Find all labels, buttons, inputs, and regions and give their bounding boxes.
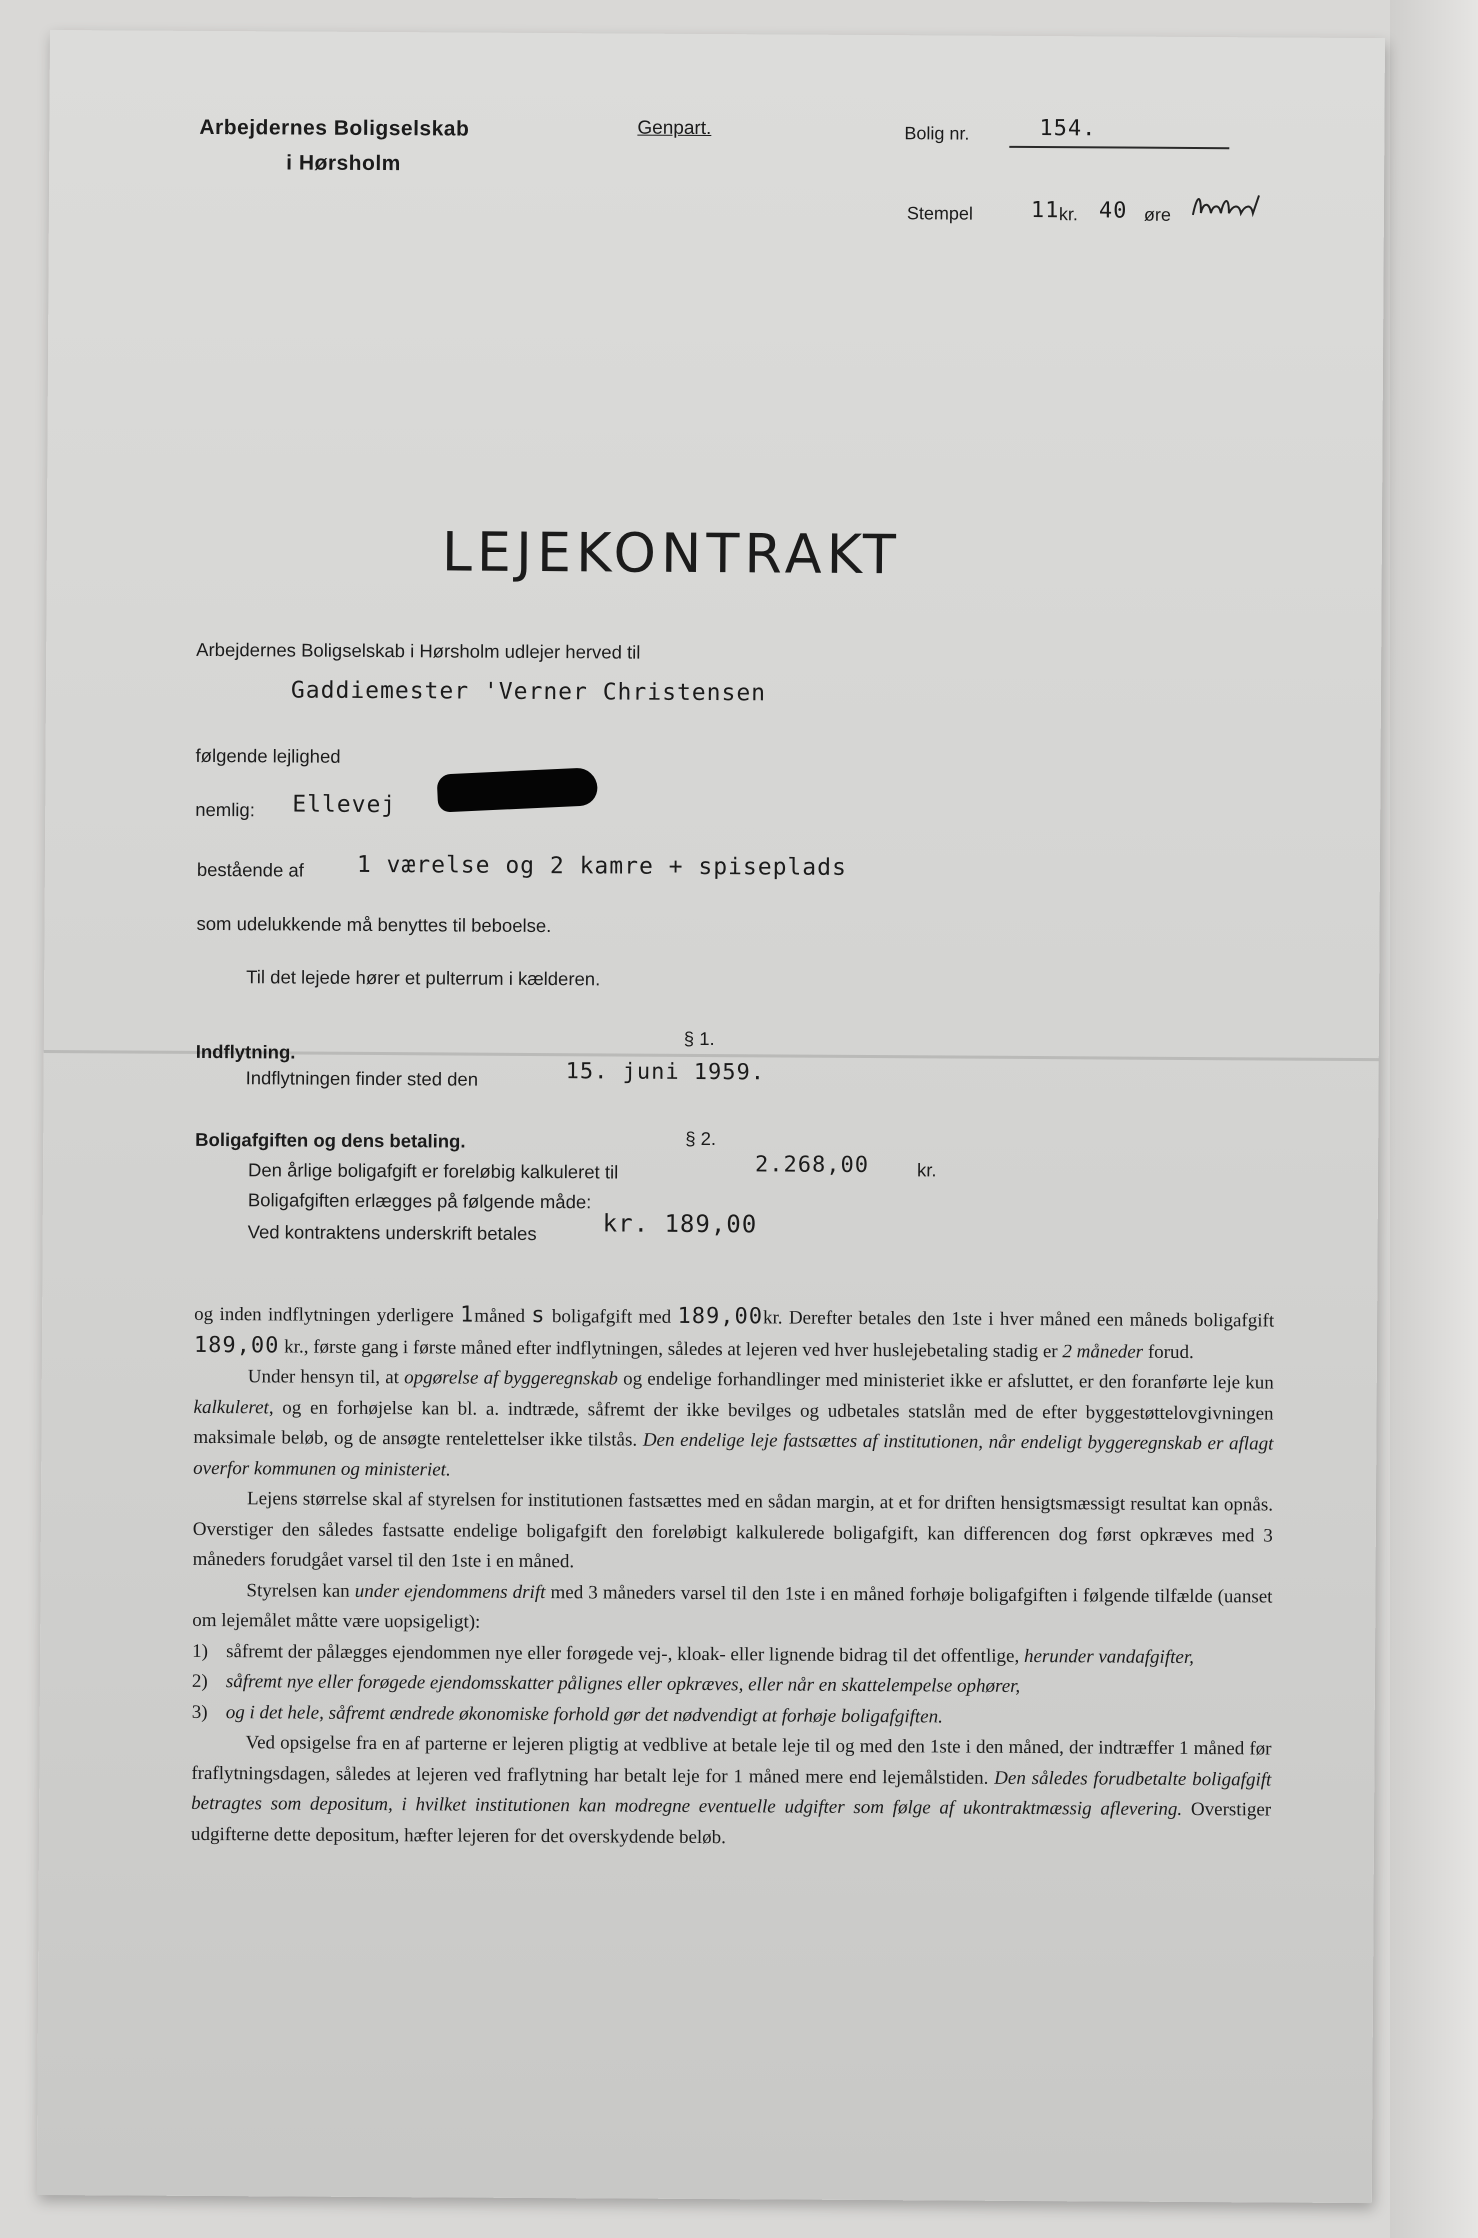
list-item: 1) såfremt der pålægges ejendommen nye eller forøgede vej-, kloak- eller lignende bidrag til det offentlige, herunder vandafgifter, — [192, 1640, 1194, 1668]
list-item: 2) såfremt nye eller forøgede ejendomsskatter pålignes eller opkræves, eller når en skattelempelse ophører, — [191, 1670, 1021, 1697]
usage-line: som udelukkende må benyttes til beboelse. — [196, 912, 552, 937]
org-name-line2: i Hørsholm — [286, 151, 401, 176]
bolig-number: 154. — [1039, 116, 1097, 142]
section1-text: Indflytningen finder sted den — [245, 1067, 479, 1090]
section2-line3: Ved kontraktens underskrift betales — [247, 1221, 537, 1244]
section2-heading: Boligafgiften og dens betaling. — [195, 1128, 466, 1152]
tenant-name: Gaddiemester 'Verner Christensen — [290, 677, 767, 707]
org-name-line1: Arbejdernes Boligselskab — [199, 115, 470, 141]
calculation-paragraph: Under hensyn til, at opgørelse af byggeregnskab og endelige forhandlinger med ministeriet ikke er afsluttet, er den foranførte leje kun kalkuleret, og en forhøjelse kan bl. a. indtræde, såfremt der ikke bevilges og udbetales statslån med de efter byggestøttelovgivningen maksimale beløb, og de ansøgte rentelettelser ikke tilstås. Den endelige leje fastsættes af institutionen, når endeligt byggeregnskab er aflagt overfor kommunen og ministeriet. — [193, 1366, 1274, 1480]
move-in-date: 15. juni 1959. — [565, 1059, 766, 1086]
background-surface — [1390, 0, 1478, 2238]
stempel-label: Stempel — [906, 203, 974, 224]
intro-line: Arbejdernes Boligselskab i Hørsholm udlejer herved til — [196, 638, 641, 663]
termination-paragraph: Ved opsigelse fra en af parterne er lejeren pligtig at vedblive at betale leje til og med den 1ste i den måned, der indtræffer 1 måned før fraflytningsdagen, således at lejeren ved fraflytning har betalt leje for 1 måned mere end lejemålstiden. Den således forudbetalte boligafgift betragtes som depositum, i hvilket institutionen kan modregne eventuelle udgifter som følge af ukontraktmæssig aflevering. Overstiger udgifterne dette depositum, hæfter lejeren for det overskydende beløb. — [190, 1732, 1272, 1848]
section1-paragraph-mark: § 1. — [683, 1027, 715, 1050]
section2-paragraph-mark: § 2. — [685, 1127, 717, 1150]
nemlig-label: nemlig: — [195, 798, 255, 821]
bestaende-label: bestående af — [196, 858, 304, 881]
contract-body-text — [191, 1299, 1274, 1857]
section1-heading: Indflytning. — [195, 1040, 296, 1063]
bolig-label: Bolig nr. — [904, 123, 970, 144]
increase-paragraph: Styrelsen kan under ejendommens drift med 3 måneders varsel til den 1ste i en måned forhøje boligafgiften i følgende tilfælde (uanset om lejemålet måtte være uopsigeligt): — [192, 1579, 1273, 1633]
copy-label: Genpart. — [637, 117, 712, 140]
stempel-ore-label: øre — [1143, 204, 1171, 225]
section2-line1: Den årlige boligafgift er foreløbig kalkuleret til — [247, 1159, 619, 1183]
handwritten-initials-signature — [1189, 189, 1269, 225]
redaction-mark — [437, 767, 599, 812]
address-value: Ellevej — [292, 791, 397, 819]
bolig-rule — [1009, 146, 1229, 149]
stempel-kr-label: kr. — [1058, 204, 1078, 225]
rent-size-paragraph: Lejens størrelse skal af styrelsen for institutionen fastsættes med en sådan margin, at et for driften hensigtsmæssigt resultat kan opnås. Overstiger den således fastsatte endelige boligafgift den foreløbigt kalkulerede boligafgift, kan differencen dog først opkræves med 3 måneders forudgået varsel til den 1ste i en måned. — [192, 1488, 1274, 1573]
storage-line: Til det lejede hører et pulterrum i kælderen. — [246, 966, 601, 990]
folgende-label: følgende lejlighed — [195, 744, 341, 767]
contract-page — [37, 30, 1385, 2203]
section2-line2: Boligafgiften erlægges på følgende måde: — [247, 1189, 592, 1213]
annual-amount-unit: kr. — [916, 1159, 937, 1181]
list-item: 3) og i det hele, såfremt ændrede økonomiske forhold gør det nødvendigt at forhøje boligafgiften. — [191, 1701, 943, 1727]
annual-amount: 2.268,00 — [755, 1152, 870, 1179]
payment-paragraph: og inden indflytningen yderligere 1måned s boligafgift med 189,00kr. Derefter betales den 1ste i hver måned een måneds boligafgift 189,00 kr., første gang i første måned efter indflytningen, således at lejeren ved hver huslejebetaling stadig er 2 måneder forud. — [193, 1302, 1275, 1363]
document-title: LEJEKONTRAKT — [441, 520, 902, 587]
rooms-value: 1 værelse og 2 kamre + spiseplads — [356, 851, 847, 881]
stempel-ore-value: 40 — [1098, 198, 1128, 224]
signing-amount: kr. 189,00 — [602, 1209, 758, 1239]
stempel-kr-value: 11 — [1030, 197, 1060, 224]
